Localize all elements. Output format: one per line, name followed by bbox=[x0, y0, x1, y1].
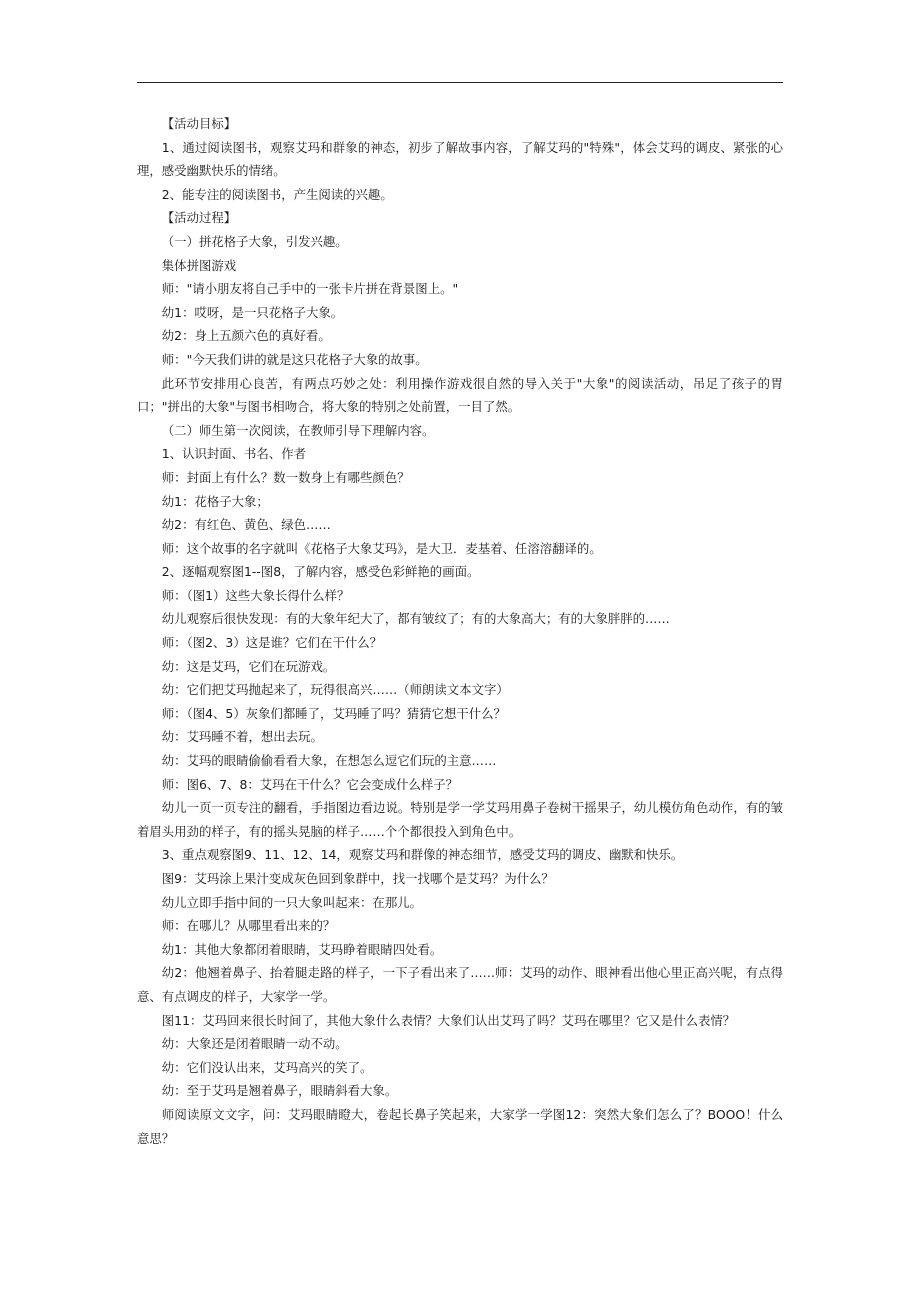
paragraph: 幼：它们没认出来，艾玛高兴的笑了。 bbox=[161, 1059, 373, 1075]
paragraph: 幼2：有红色、黄色、绿色…… bbox=[161, 517, 331, 533]
paragraph: 幼2：身上五颜六色的真好看。 bbox=[161, 328, 331, 344]
paragraph: 师：这个故事的名字就叫《花格子大象艾玛》，是大卫．麦基着、任溶溶翻译的。 bbox=[161, 540, 602, 556]
header-rule bbox=[137, 82, 783, 83]
paragraph: 幼儿立即手指中间的一只大象叫起来：在那儿。 bbox=[161, 894, 422, 910]
paragraph: 幼2：他翘着鼻子、抬着腿走路的样子，一下子看出来了……师：艾玛的动作、眼神看出他心里正高兴呢，有点得意、有点调皮的样子，大家学一学。 bbox=[137, 965, 783, 1004]
paragraph: 师：（图2、3）这是谁？它们在干什么？ bbox=[161, 635, 383, 651]
paragraph: （一）拼花格子大象，引发兴趣。 bbox=[161, 233, 348, 249]
paragraph: 3、重点观察图9、11、12、14，观察艾玛和群像的神态细节，感受艾玛的调皮、幽默和快乐。 bbox=[161, 847, 684, 863]
paragraph: （二）师生第一次阅读，在教师引导下理解内容。 bbox=[161, 422, 435, 438]
paragraph: 幼1：哎呀，是一只花格子大象。 bbox=[161, 304, 344, 320]
paragraph: 幼1：其他大象都闭着眼睛，艾玛睁着眼睛四处看。 bbox=[161, 941, 443, 957]
paragraph: 集体拼图游戏 bbox=[161, 257, 237, 273]
paragraph: 幼：它们把艾玛抛起来了，玩得很高兴……（师朗读文本文字） bbox=[161, 682, 509, 698]
paragraph: 幼：至于艾玛是翘着鼻子，眼睛斜看大象。 bbox=[161, 1083, 398, 1099]
paragraph: 此环节安排用心良苦，有两点巧妙之处：利用操作游戏很自然的导入关于"大象"的阅读活动，吊足了孩子的胃口；"拼出的大象"与图书相吻合，将大象的特别之处前置，一目了然。 bbox=[137, 375, 783, 415]
paragraph: 师："今天我们讲的就是这只花格子大象的故事。 bbox=[161, 351, 428, 367]
paragraph: 图9：艾玛涂上果汁变成灰色回到象群中，找一找哪个是艾玛？为什么？ bbox=[161, 871, 554, 886]
paragraph: 师：（图1）这些大象长得什么样？ bbox=[161, 587, 350, 603]
section-heading-goals: 【活动目标】 bbox=[161, 116, 237, 131]
paragraph: 1、通过阅读图书，观察艾玛和群象的神态，初步了解故事内容，了解艾玛的"特殊"，体会艾玛的调皮、紧张的心理，感受幽默快乐的情绪。 bbox=[137, 139, 783, 179]
paragraph: 幼：大象还是闭着眼睛一动不动。 bbox=[161, 1036, 348, 1052]
paragraph: 幼1：花格子大象； bbox=[161, 493, 269, 509]
paragraph: 师：（图4、5）灰象们都睡了，艾玛睡了吗？猜猜它想干什么？ bbox=[161, 705, 506, 721]
paragraph: 2、能专注的阅读图书，产生阅读的兴趣。 bbox=[161, 186, 393, 202]
paragraph: 师：封面上有什么？数一数身上有哪些颜色？ bbox=[161, 469, 410, 485]
paragraph: 图11：艾玛回来很长时间了，其他大象什么表情？大象们认出艾玛了吗？艾玛在哪里？它又是什么表情？ bbox=[161, 1012, 736, 1028]
paragraph: 师："请小朋友将自己手中的一张卡片拼在背景图上。" bbox=[161, 281, 459, 297]
paragraph: 师：图6、7、8：艾玛在干什么？它会变成什么样子？ bbox=[161, 776, 459, 792]
paragraph: 师阅读原文文字，问：艾玛眼睛瞪大，卷起长鼻子笑起来，大家学一学图12：突然大象们怎么了？BOOO！什么意思？ bbox=[137, 1106, 783, 1146]
paragraph: 幼：艾玛的眼睛偷偷看看大象，在想怎么逗它们玩的主意…… bbox=[161, 753, 497, 769]
paragraph: 师：在哪儿？从哪里看出来的？ bbox=[161, 918, 336, 934]
paragraph: 幼儿一页一页专注的翻看，手指图边看边说。特别是学一学艾玛用鼻子卷树干摇果子，幼儿模仿角色动作，有的皱着眉头用劲的样子，有的摇头晃脑的样子……个个都很投入到角色中。 bbox=[137, 800, 783, 839]
paragraph: 幼：艾玛睡不着，想出去玩。 bbox=[161, 729, 323, 745]
section-heading-process: 【活动过程】 bbox=[161, 210, 237, 226]
paragraph: 1、认识封面、书名、作者 bbox=[161, 446, 306, 462]
paragraph: 2、逐幅观察图1--图8，了解内容，感受色彩鲜艳的画面。 bbox=[161, 564, 480, 580]
paragraph: 幼儿观察后很快发现：有的大象年纪大了，都有皱纹了；有的大象高大；有的大象胖胖的…… bbox=[161, 611, 670, 627]
paragraph: 幼：这是艾玛，它们在玩游戏。 bbox=[161, 658, 336, 674]
document-body bbox=[137, 112, 783, 1150]
